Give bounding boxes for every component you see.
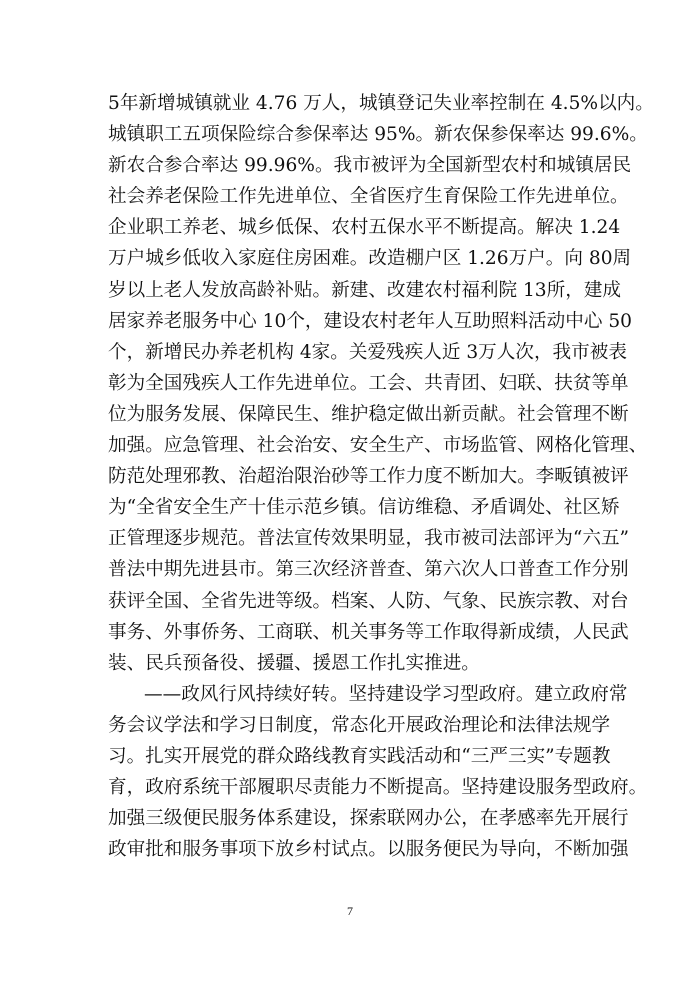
text-line: 为“全省安全生产十佳示范乡镇。信访维稳、矛盾调处、社区矫 (108, 497, 620, 519)
paragraph-social-welfare (108, 88, 654, 679)
text-line: 彰为全国残疾人工作先进单位。工会、共青团、妇联、扶贫等单 (108, 372, 629, 394)
text-line: ——政风行风持续好转。坚持建设学习型政府。建立政府常 (144, 683, 628, 705)
text-line: 习。扎实开展党的群众路线教育实践活动和“三严三实”专题教 (108, 745, 611, 767)
body-text (108, 88, 654, 865)
text-line: 位为服务发展、保障民生、维护稳定做出新贡献。社会管理不断 (108, 403, 629, 425)
text-line: 装、民兵预备役、援疆、援恩工作扎实推进。 (108, 652, 480, 674)
text-line: 企业职工养老、城乡低保、农村五保水平不断提高。解决 1.24 (108, 217, 621, 239)
text-line: 防范处理邪教、治超治限治砂等工作力度不断加大。李畈镇被评 (108, 466, 629, 488)
text-line: 事务、外事侨务、工商联、机关事务等工作取得新成绩，人民武 (108, 621, 629, 643)
text-line: 获评全国、全省先进等级。档案、人防、气象、民族宗教、对台 (108, 590, 629, 612)
text-line: 育，政府系统干部履职尽责能力不断提高。坚持建设服务型政府。 (108, 777, 648, 799)
paragraph-government-conduct (108, 679, 648, 866)
text-line: 加强。应急管理、社会治安、安全生产、市场监管、网格化管理、 (108, 435, 648, 457)
text-line: 居家养老服务中心 10个，建设农村老年人互助照料活动中心 50 (108, 310, 632, 332)
text-line: 新农合参合率达 99.96%。我市被评为全国新型农村和城镇居民 (108, 155, 632, 177)
text-line: 万户城乡低收入家庭住房困难。改造棚户区 1.26万户。向 80周 (108, 248, 632, 270)
text-line: 城镇职工五项保险综合参保率达 95%。新农保参保率达 99.6%。 (108, 124, 648, 146)
text-line: 普法中期先进县市。第三次经济普查、第六次人口普查工作分别 (108, 559, 629, 581)
page-number: 7 (347, 904, 353, 918)
text-line: 社会养老保险工作先进单位、全省医疗生育保险工作先进单位。 (108, 186, 629, 208)
text-line: 正管理逐步规范。普法宣传效果明显，我市被司法部评为“六五” (108, 528, 630, 550)
text-line: 政审批和服务事项下放乡村试点。以服务便民为导向，不断加强 (108, 839, 629, 861)
text-line: 5年新增城镇就业 4.76 万人，城镇登记失业率控制在 4.5%以内。 (108, 93, 654, 114)
text-line: 个，新增民办养老机构 4家。关爱残疾人近 3万人次，我市被表 (108, 341, 627, 363)
text-line: 务会议学法和学习日制度，常态化开展政治理论和法律法规学 (108, 714, 611, 736)
text-line: 加强三级便民服务体系建设，探索联网办公，在孝感率先开展行 (108, 808, 629, 830)
text-line: 岁以上老人发放高龄补贴。新建、改建农村福利院 13所，建成 (108, 279, 622, 301)
